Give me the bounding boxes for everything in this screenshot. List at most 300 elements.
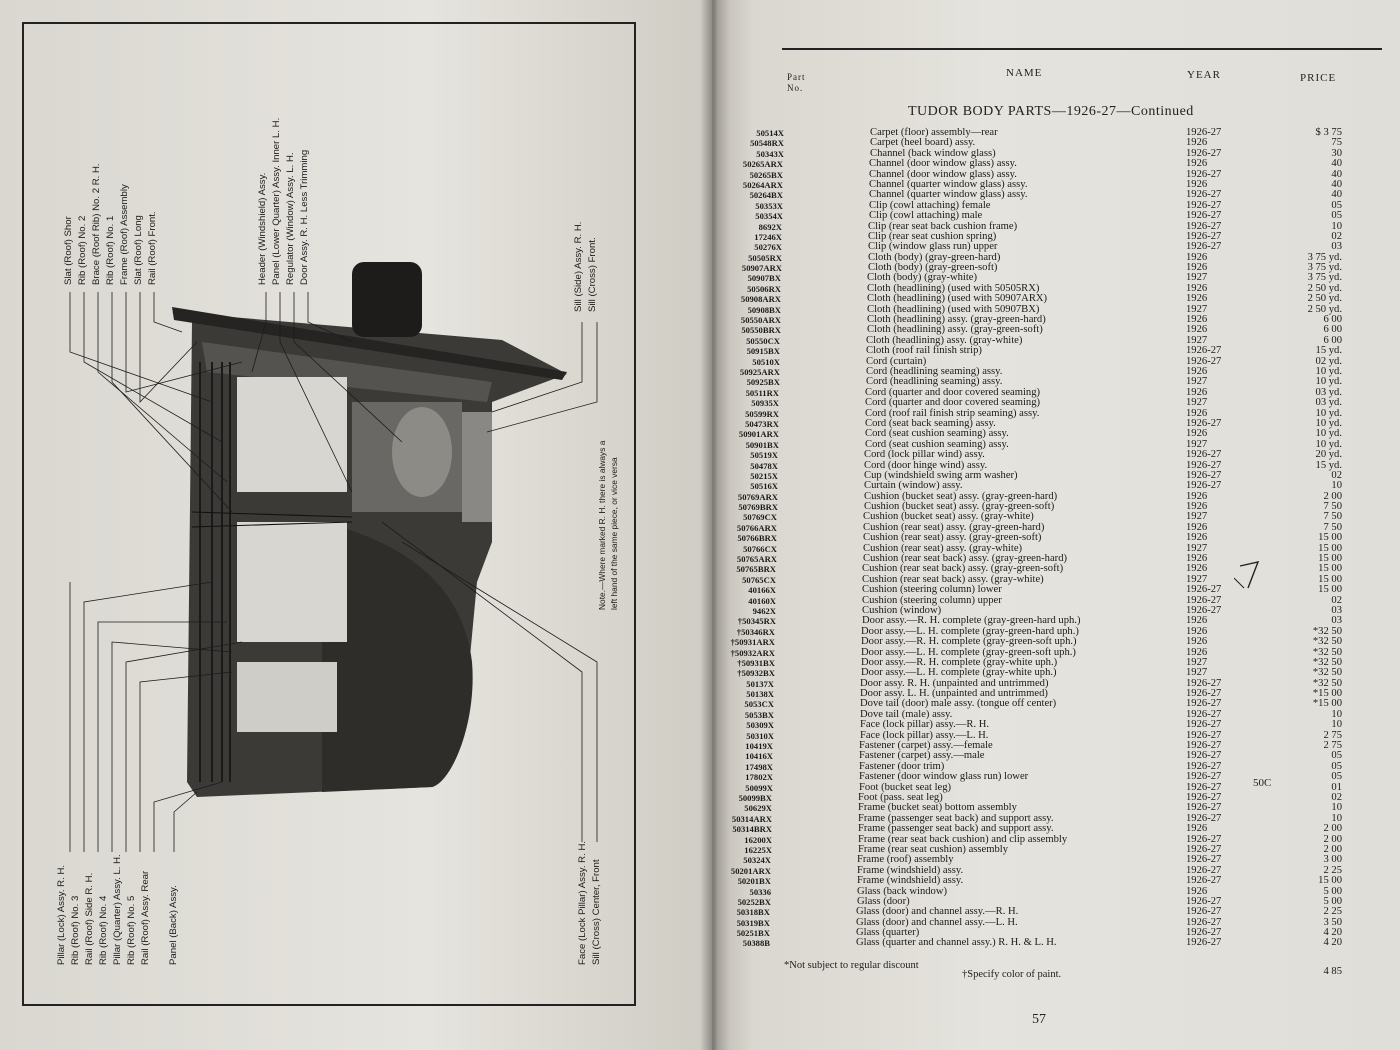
table-row xyxy=(712,211,1400,221)
part-name: Cord (seat cushion seaming) assy. xyxy=(865,438,1009,450)
part-year: 1926-27 xyxy=(1186,220,1222,232)
part-number: 50264BX xyxy=(749,190,783,201)
part-year: 1926-27 xyxy=(1186,127,1222,138)
table-row xyxy=(712,803,1400,813)
part-name: Glass (door) and channel assy.—R. H. xyxy=(856,906,1019,918)
part-name: Clip (window glass run) upper xyxy=(868,241,998,253)
header-no: No. xyxy=(787,83,804,93)
part-number: 50901ARX xyxy=(738,429,779,440)
part-number: 50550ARX xyxy=(740,315,781,326)
part-price: 05 xyxy=(1331,210,1342,222)
part-name: Curtain (window) assy. xyxy=(864,480,963,492)
part-price: 6 00 xyxy=(1323,314,1342,326)
table-row xyxy=(712,679,1400,689)
part-price: 40 xyxy=(1331,189,1342,201)
part-number: 50766CX xyxy=(743,543,777,554)
part-year: 1926-27 xyxy=(1186,449,1222,461)
part-name: Frame (roof) assembly xyxy=(857,854,954,866)
part-number: 50519X xyxy=(750,450,778,461)
table-row xyxy=(712,429,1400,439)
part-name: Cushion (rear seat back) assy. (gray-green-hard) xyxy=(863,553,1068,565)
part-year: 1926 xyxy=(1186,625,1208,637)
label-door-assy-rh: Door Assy. R. H. Less Trimming xyxy=(299,149,310,285)
part-year: 1926 xyxy=(1186,407,1208,419)
part-year: 1927 xyxy=(1186,656,1208,668)
part-price: 40 xyxy=(1331,178,1342,190)
part-number: 50935X xyxy=(751,398,779,409)
part-number: 10419X xyxy=(745,741,773,752)
part-year: 1926 xyxy=(1186,521,1208,533)
part-number: 50599RX xyxy=(745,408,779,419)
table-row xyxy=(712,325,1400,335)
part-year: 1926 xyxy=(1186,501,1208,513)
table-row xyxy=(712,855,1400,865)
part-year: 1926 xyxy=(1186,178,1208,190)
part-year: 1926-27 xyxy=(1186,740,1222,752)
part-price: 05 xyxy=(1331,771,1342,783)
table-row xyxy=(712,315,1400,325)
part-name: Cushion (window) xyxy=(862,604,942,616)
part-year: 1927 xyxy=(1186,303,1208,315)
part-year: 1926-27 xyxy=(1186,937,1222,949)
part-price: 4 20 xyxy=(1323,937,1342,949)
part-price: 02 yd. xyxy=(1315,355,1342,367)
part-number: 50138X xyxy=(746,689,774,700)
part-year: 1927 xyxy=(1186,438,1208,450)
footnote-paint: †Specify color of paint. xyxy=(962,969,1062,980)
part-name: Cloth (roof rail finish strip) xyxy=(866,345,982,357)
part-number: 40160X xyxy=(748,595,776,606)
part-year: 1926-27 xyxy=(1186,771,1222,783)
part-name: Channel (quarter window glass) assy. xyxy=(869,178,1028,190)
part-year: 1926 xyxy=(1186,293,1208,305)
part-number: †50932BX xyxy=(737,668,775,679)
part-price: *32 50 xyxy=(1312,656,1342,668)
table-row xyxy=(712,222,1400,232)
part-year: 1926 xyxy=(1186,324,1208,336)
label-panel-lower-quarter: Panel (Lower Quarter) Assy. Inner L. H. xyxy=(271,117,282,285)
part-number: 50324X xyxy=(743,855,771,866)
table-row xyxy=(712,720,1400,730)
part-price: 7 50 xyxy=(1323,501,1342,513)
part-name: Channel (door window glass) assy. xyxy=(869,168,1017,180)
label-header-windshield: Header (Windshield) Assy. xyxy=(257,172,268,285)
part-year: 1926-27 xyxy=(1186,875,1222,887)
table-row xyxy=(712,461,1400,471)
part-name: Clip (cowl attaching) male xyxy=(869,210,983,222)
part-price: 10 yd. xyxy=(1315,417,1342,429)
part-year: 1926-27 xyxy=(1186,927,1222,939)
part-number: 50915BX xyxy=(746,346,780,357)
table-row xyxy=(712,409,1400,419)
part-price: 03 yd. xyxy=(1315,386,1342,398)
part-price: 3 00 xyxy=(1323,854,1342,866)
part-price: 10 xyxy=(1331,480,1342,492)
header-name: NAME xyxy=(1006,67,1043,79)
part-number: 50137X xyxy=(746,678,774,689)
part-year: 1926 xyxy=(1186,314,1208,326)
part-number: 50548RX xyxy=(750,138,784,149)
table-row xyxy=(712,284,1400,294)
part-price: 2 25 xyxy=(1323,864,1342,876)
part-price: 10 yd. xyxy=(1315,428,1342,440)
part-year: 1926-27 xyxy=(1186,719,1222,731)
part-year: 1927 xyxy=(1186,511,1208,523)
part-price: 15 00 xyxy=(1318,875,1342,887)
table-row xyxy=(712,575,1400,585)
part-number: 50265BX xyxy=(749,169,783,180)
part-price: 40 xyxy=(1331,158,1342,170)
table-row xyxy=(712,835,1400,845)
part-name: Fastener (carpet) assy.—female xyxy=(859,740,993,752)
part-number: 50925ARX xyxy=(739,366,780,377)
table-row xyxy=(712,938,1400,948)
part-year: 1927 xyxy=(1186,397,1208,409)
part-year: 1926 xyxy=(1186,646,1208,658)
part-price: 3 50 xyxy=(1323,916,1342,928)
part-year: 1926-27 xyxy=(1186,584,1222,596)
part-price: 2 75 xyxy=(1323,729,1342,741)
part-number: 50388B xyxy=(742,938,770,949)
label-panel-back: Panel (Back) Assy. xyxy=(168,885,179,965)
part-name: Door assy.—R. H. complete (gray-green-soft uph.) xyxy=(861,636,1077,648)
part-name: Foot (pass. seat leg) xyxy=(858,792,943,803)
part-price: 10 xyxy=(1331,802,1342,814)
table-row xyxy=(712,346,1400,356)
part-number: 50505RX xyxy=(748,252,782,263)
part-name: Cloth (headlining) assy. (gray-green-hard) xyxy=(867,314,1046,326)
part-name: Face (lock pillar) assy.—R. H. xyxy=(860,719,990,731)
part-price: 2 25 xyxy=(1323,906,1342,918)
part-price: 10 xyxy=(1331,220,1342,232)
part-price: 10 xyxy=(1331,812,1342,824)
table-row xyxy=(712,305,1400,315)
part-name: Carpet (floor) assembly—rear xyxy=(870,127,998,138)
part-price: 05 xyxy=(1331,760,1342,772)
part-number: 50215X xyxy=(750,470,778,481)
part-year: 1927 xyxy=(1186,272,1208,284)
part-price: *32 50 xyxy=(1312,677,1342,689)
part-name: Channel (quarter window glass) assy. xyxy=(869,189,1028,201)
part-name: Cushion (rear seat) assy. (gray-green-soft) xyxy=(863,532,1042,544)
part-year: 1926-27 xyxy=(1186,843,1222,855)
table-row xyxy=(712,232,1400,242)
part-number: 50765CX xyxy=(742,574,776,585)
part-name: Cord (quarter and door covered seaming) xyxy=(865,397,1041,409)
part-year: 1926 xyxy=(1186,563,1208,575)
table-row xyxy=(712,367,1400,377)
part-number: 50516X xyxy=(750,481,778,492)
note-line-1: Note.—Where marked R. H. there is always a xyxy=(597,440,607,610)
part-year: 1926-27 xyxy=(1186,355,1222,367)
table-row xyxy=(712,357,1400,367)
part-number: 50354X xyxy=(755,211,783,222)
part-price: 02 xyxy=(1331,469,1342,481)
part-number: 50907ARX xyxy=(741,263,782,274)
part-year: 1926-27 xyxy=(1186,750,1222,762)
part-name: Fastener (door window glass run) lower xyxy=(859,771,1029,783)
part-year: 1926-27 xyxy=(1186,916,1222,928)
part-number: 17802X xyxy=(745,772,773,783)
part-year: 1926-27 xyxy=(1186,417,1222,429)
part-number: 50252BX xyxy=(737,896,771,907)
footnote-discount: *Not subject to regular discount xyxy=(784,960,919,971)
extra-price: 4 85 xyxy=(1323,966,1342,977)
part-number: †50932ARX xyxy=(730,647,775,658)
part-year: 1927 xyxy=(1186,542,1208,554)
part-name: Clip (rear seat back cushion frame) xyxy=(868,220,1018,232)
part-year: 1926-27 xyxy=(1186,459,1222,471)
table-row xyxy=(712,689,1400,699)
table-row xyxy=(712,772,1400,782)
part-price: 10 xyxy=(1331,708,1342,720)
part-price: 10 yd. xyxy=(1315,438,1342,450)
label-pillar-quarter: Pillar (Quarter) Assy. L. H. xyxy=(112,854,123,965)
table-row xyxy=(712,450,1400,460)
part-name: Cord (headlining seaming) assy. xyxy=(866,376,1003,388)
part-number: 50264ARX xyxy=(742,179,783,190)
part-year: 1926-27 xyxy=(1186,760,1222,772)
part-price: 5 00 xyxy=(1323,895,1342,907)
part-number: 50514X xyxy=(756,128,784,138)
part-name: Frame (passenger seat back) and support assy. xyxy=(858,812,1054,824)
part-name: Cord (quarter and door covered seaming) xyxy=(865,386,1041,398)
part-number: 50766ARX xyxy=(736,522,777,533)
part-year: 1927 xyxy=(1186,667,1208,679)
table-row xyxy=(712,512,1400,522)
part-number: 50099BX xyxy=(738,793,772,803)
part-number: 50769BRX xyxy=(738,502,778,513)
table-row xyxy=(712,564,1400,574)
table-row xyxy=(712,294,1400,304)
part-number: 50769CX xyxy=(743,512,777,523)
part-name: Door assy.—R. H. complete (gray-green-hard uph.) xyxy=(862,615,1081,627)
table-row xyxy=(712,149,1400,159)
car-body-illustration xyxy=(172,262,567,797)
part-number: 50766BRX xyxy=(737,533,777,544)
part-year: 1926 xyxy=(1186,532,1208,544)
table-row xyxy=(712,762,1400,772)
part-price: 3 75 yd. xyxy=(1307,251,1342,263)
part-price: 2 50 yd. xyxy=(1307,293,1342,305)
part-number: 50765BRX xyxy=(736,564,776,575)
part-price: 03 xyxy=(1331,604,1342,616)
part-name: Cord (seat cushion seaming) assy. xyxy=(865,428,1009,440)
label-rib-roof-no3: Rib (Roof) No. 3 xyxy=(70,895,81,965)
table-row xyxy=(712,731,1400,741)
part-name: Fastener (carpet) assy.—male xyxy=(859,750,985,762)
part-year: 1926-27 xyxy=(1186,210,1222,222)
part-year: 1926 xyxy=(1186,282,1208,294)
label-rib-roof-no4: Rib (Roof) No. 4 xyxy=(98,895,109,965)
part-year: 1926-27 xyxy=(1186,147,1222,159)
part-year: 1926 xyxy=(1186,823,1208,835)
part-name: Cord (seat back seaming) assy. xyxy=(865,417,996,429)
part-price: 15 yd. xyxy=(1315,345,1342,357)
page-number: 57 xyxy=(1032,1012,1046,1027)
table-row xyxy=(712,741,1400,751)
part-price: 40 xyxy=(1331,168,1342,180)
part-name: Cushion (bucket seat) assy. (gray-green-hard) xyxy=(864,490,1058,502)
label-rail-roof-rear: Rail (Roof) Assy. Rear xyxy=(140,870,151,965)
part-number: 17246X xyxy=(754,231,782,242)
part-number: 50201ARX xyxy=(730,865,771,876)
table-row xyxy=(712,336,1400,346)
label-rail-roof-side: Rail (Roof) Side R. H. xyxy=(84,872,95,965)
part-price: 10 yd. xyxy=(1315,376,1342,388)
part-price: 01 xyxy=(1331,781,1342,793)
table-row xyxy=(712,710,1400,720)
part-name: Cushion (rear seat) assy. (gray-white) xyxy=(863,542,1023,554)
label-pillar-lock: Pillar (Lock) Assy. R. H. xyxy=(56,864,67,965)
label-sill-side: Sill (Side) Assy. R. H. xyxy=(573,221,584,312)
table-row xyxy=(712,128,1400,138)
table-row xyxy=(712,845,1400,855)
part-year: 1926 xyxy=(1186,428,1208,440)
part-year: 1926-27 xyxy=(1186,698,1222,710)
part-price: *32 50 xyxy=(1312,636,1342,648)
table-row xyxy=(712,170,1400,180)
part-number: 50319BX xyxy=(736,917,770,928)
label-sill-cross-center: Sill (Cross) Center, Front xyxy=(591,859,602,965)
part-year: 1926 xyxy=(1186,553,1208,565)
part-number: 50309X xyxy=(746,720,774,731)
part-name: Cord (curtain) xyxy=(866,355,927,367)
part-year: 1926-27 xyxy=(1186,802,1222,814)
table-row xyxy=(712,876,1400,886)
part-year: 1926 xyxy=(1186,365,1208,377)
part-price: 03 xyxy=(1331,615,1342,627)
part-price: 10 xyxy=(1331,719,1342,731)
part-number: 40166X xyxy=(748,585,776,596)
part-price: 15 00 xyxy=(1318,563,1342,575)
part-year: 1926-27 xyxy=(1186,230,1222,242)
part-number: 50314BRX xyxy=(732,824,772,835)
label-slat-roof-long: Slat (Roof) Long xyxy=(133,215,144,285)
part-number: 9462X xyxy=(752,605,776,616)
table-row xyxy=(712,793,1400,803)
part-number: 16225X xyxy=(744,844,772,855)
part-year: 1926-27 xyxy=(1186,189,1222,201)
part-name: Glass (door) xyxy=(857,895,910,907)
part-number: 8692X xyxy=(758,221,782,232)
part-year: 1926-27 xyxy=(1186,864,1222,876)
label-rib-roof-no2: Rib (Roof) No. 2 xyxy=(77,215,88,285)
part-name: Dove tail (door) male assy. (tongue off center) xyxy=(860,698,1057,710)
label-sill-cross-front: Sill (Cross) Front. xyxy=(587,237,598,312)
part-number: 50629X xyxy=(744,803,772,814)
part-number: 50907BX xyxy=(747,273,781,284)
part-number: 50318BX xyxy=(736,907,770,918)
table-row xyxy=(712,814,1400,824)
table-row xyxy=(712,637,1400,647)
part-price: 02 xyxy=(1331,230,1342,242)
table-row xyxy=(712,253,1400,263)
table-row xyxy=(712,190,1400,200)
table-row xyxy=(712,263,1400,273)
part-year: 1926 xyxy=(1186,636,1208,648)
part-year: 1926-27 xyxy=(1186,604,1222,616)
label-rail-roof-front: Rail (Roof) Front. xyxy=(147,211,158,285)
part-year: 1926 xyxy=(1186,885,1208,897)
part-name: Cloth (headlining) (used with 50907BX) xyxy=(867,303,1040,315)
part-name: Door assy. R. H. (unpainted and untrimmed) xyxy=(860,677,1049,689)
part-price: 10 yd. xyxy=(1315,407,1342,419)
part-price: 75 xyxy=(1331,137,1342,149)
part-number: 16200X xyxy=(744,834,772,845)
note-line-2: left hand of the same piece, or vice versa xyxy=(609,457,619,610)
part-year: 1926-27 xyxy=(1186,895,1222,907)
part-name: Door assy.—R. H. complete (gray-white uph.) xyxy=(861,656,1058,668)
table-row xyxy=(712,502,1400,512)
part-price: 2 00 xyxy=(1323,833,1342,845)
part-name: Cloth (headlining) assy. (gray-white) xyxy=(866,334,1023,346)
part-name: Cushion (steering column) upper xyxy=(862,594,1002,606)
table-row xyxy=(712,419,1400,429)
part-year: 1926-27 xyxy=(1186,792,1222,803)
part-year: 1926 xyxy=(1186,490,1208,502)
part-price: 30 xyxy=(1331,147,1342,159)
part-name: Fastener (door trim) xyxy=(859,760,945,772)
part-number: 50925BX xyxy=(746,377,780,388)
part-number: 50343X xyxy=(756,148,784,159)
part-year: 1926-27 xyxy=(1186,469,1222,481)
part-name: Door assy.—L. H. complete (gray-white uph.) xyxy=(861,667,1057,679)
part-year: 1926-27 xyxy=(1186,677,1222,689)
part-number: 50251BX xyxy=(736,928,770,939)
part-number: †50346RX xyxy=(736,626,775,637)
part-price: 15 yd. xyxy=(1315,459,1342,471)
part-number: †50931ARX xyxy=(730,637,775,648)
part-price: 5 00 xyxy=(1323,885,1342,897)
part-price: 15 00 xyxy=(1318,532,1342,544)
part-price: 02 xyxy=(1331,792,1342,803)
part-price: 03 xyxy=(1331,241,1342,253)
part-name: Cloth (body) (gray-green-soft) xyxy=(868,262,998,274)
part-year: 1927 xyxy=(1186,334,1208,346)
part-year: 1926 xyxy=(1186,615,1208,627)
part-number: †50931BX xyxy=(737,657,775,668)
label-frame-roof-assembly: Frame (Roof) Assembly xyxy=(119,184,130,285)
part-name: Clip (cowl attaching) female xyxy=(869,199,991,211)
part-price: 15 00 xyxy=(1318,584,1342,596)
part-name: Glass (quarter) xyxy=(856,927,920,939)
part-name: Channel (door window glass) assy. xyxy=(869,158,1017,170)
part-name: Foot (bucket seat leg) xyxy=(859,781,952,793)
part-name: Cloth (headlining) assy. (gray-green-soft) xyxy=(867,324,1043,336)
part-year: 1926-27 xyxy=(1186,345,1222,357)
part-price: 05 xyxy=(1331,199,1342,211)
part-name: Channel (back window glass) xyxy=(870,147,996,159)
part-price: 05 xyxy=(1331,750,1342,762)
part-year: 1926 xyxy=(1186,386,1208,398)
part-name: Carpet (heel board) assy. xyxy=(870,137,976,149)
part-name: Cloth (body) (gray-white) xyxy=(867,272,978,284)
part-year: 1926-27 xyxy=(1186,480,1222,492)
header-part: Part xyxy=(787,72,806,82)
part-name: Cushion (rear seat) assy. (gray-green-hard) xyxy=(863,521,1045,533)
part-year: 1927 xyxy=(1186,573,1208,585)
table-row xyxy=(712,699,1400,709)
table-row xyxy=(712,523,1400,533)
part-year: 1926-27 xyxy=(1186,594,1222,606)
label-slat-roof-short: Slat (Roof) Shor xyxy=(63,216,74,285)
part-number: 50473RX xyxy=(745,418,779,429)
part-number: 17498X xyxy=(745,761,773,772)
part-number: 50769ARX xyxy=(737,491,778,502)
part-number: 50550BRX xyxy=(741,325,781,336)
table-row xyxy=(712,492,1400,502)
